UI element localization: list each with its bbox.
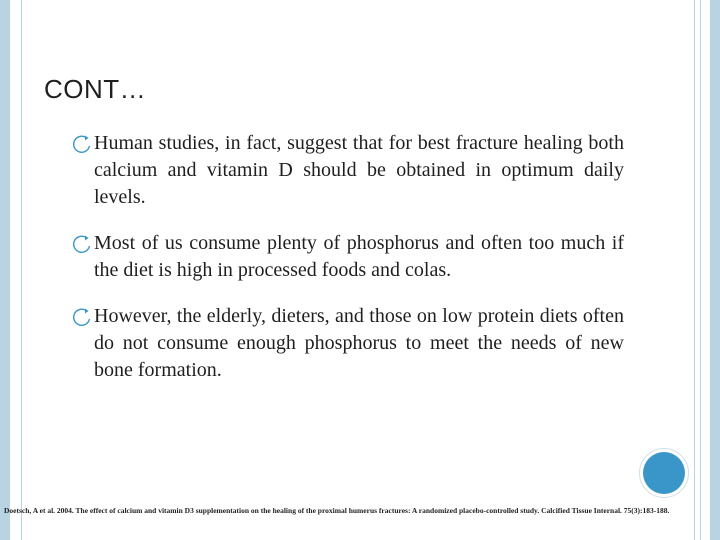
bullet-item-3 <box>68 303 624 384</box>
right-decorative-rule-2 <box>700 0 701 540</box>
bullet-item-1 <box>68 130 624 211</box>
decorative-circle <box>643 452 685 494</box>
bullet-text-3: However, the elderly, dieters, and those on low protein diets often do not consume enough phosphorus to meet the needs of new bone formation. <box>94 305 624 381</box>
right-decorative-band <box>710 0 720 540</box>
slide-title: CONT… <box>44 74 147 104</box>
right-decorative-rule-1 <box>694 0 695 540</box>
bullet-text-2: Most of us consume plenty of phosphorus and often too much if the diet is high in processed foods and colas. <box>94 232 624 281</box>
hollow-circle-arrow-icon <box>72 134 92 154</box>
left-decorative-rule <box>21 0 22 540</box>
bullet-item-2 <box>68 230 624 284</box>
bullet-text-1: Human studies, in fact, suggest that for best fracture healing both calcium and vitamin D should be obtained in optimum daily levels. <box>94 132 624 208</box>
hollow-circle-arrow-icon <box>72 307 92 327</box>
hollow-circle-arrow-icon <box>72 234 92 254</box>
citation-footnote: Doetsch, A et al. 2004. The effect of calcium and vitamin D3 supplementation on the healing of the proximal humerus fractures: A randomized placebo-controlled study. Calcified Tissue Internal. 75(3):183-188. <box>4 506 670 515</box>
bullet-list <box>68 130 624 403</box>
left-decorative-band <box>0 0 10 540</box>
